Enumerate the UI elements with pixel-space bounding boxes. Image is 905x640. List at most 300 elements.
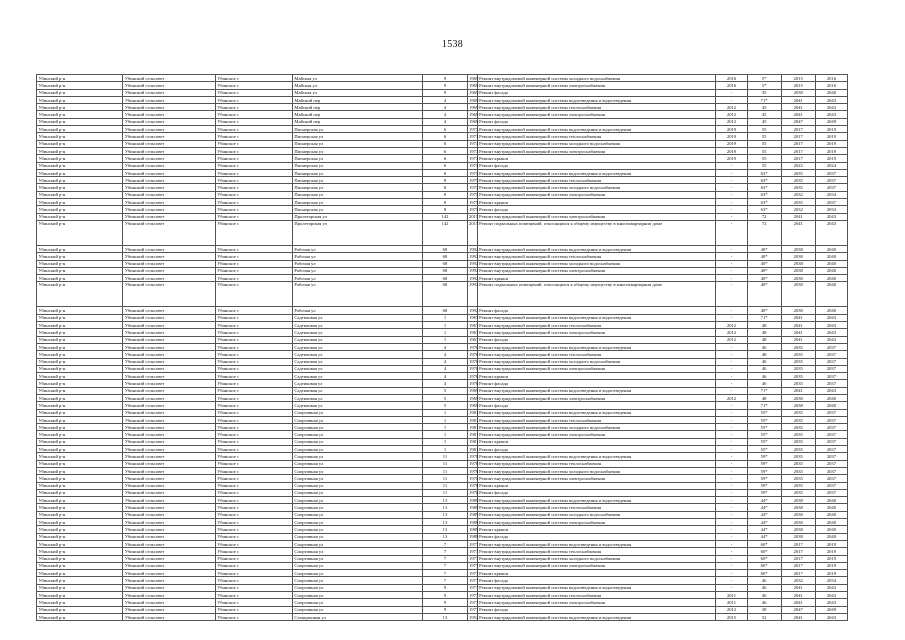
street-cell: Спортивная ул <box>292 504 422 511</box>
settlement-cell: Убинский сельсовет <box>123 562 215 569</box>
house-number-cell: 1 <box>423 446 467 453</box>
district-cell: Убинский р-н <box>37 497 123 504</box>
table-row <box>37 562 848 569</box>
district-cell: Убинский р-н <box>37 322 123 329</box>
street-cell: Садтиковая ул <box>292 387 422 394</box>
plan-end-cell: 2043 <box>815 220 847 245</box>
district-cell: Убинский р-н <box>37 365 123 372</box>
locality-cell: Убинское с <box>215 431 292 438</box>
plan-start-cell: 2041 <box>781 584 815 591</box>
locality-cell: Убинское с <box>215 358 292 365</box>
plan-start-cell: 2038 <box>781 89 815 96</box>
locality-cell: Убинское с <box>215 75 292 82</box>
work-type-cell: Ремонт внутридомовой инженерной системы холодного водоснабжения <box>477 75 716 82</box>
settlement-cell: Убинский сельсовет <box>123 199 215 206</box>
house-number-cell: 68 <box>423 307 467 314</box>
plan-start-cell: 2038 <box>781 245 815 252</box>
locality-cell: Убинское с <box>215 577 292 584</box>
house-number-cell: 142 <box>423 220 467 245</box>
locality-cell: Убинское с <box>215 177 292 184</box>
last-repair-year-cell: - <box>716 489 747 496</box>
table-row <box>37 592 848 599</box>
district-cell: Убинский р-н <box>37 570 123 577</box>
wear-percent-cell: 71* <box>747 314 781 321</box>
settlement-cell: Убинский сельсовет <box>123 511 215 518</box>
locality-cell: Убинское с <box>215 82 292 89</box>
wear-percent-cell: 46 <box>747 584 781 591</box>
settlement-cell: Убинский сельсовет <box>123 307 215 314</box>
locality-cell: Убинское с <box>215 570 292 577</box>
district-cell: Убинский р-н <box>37 387 123 394</box>
plan-end-cell: 2043 <box>815 104 847 111</box>
settlement-cell: Убинский сельсовет <box>123 606 215 613</box>
settlement-cell: Убинский сельсовет <box>123 380 215 387</box>
settlement-cell: Убинский сельсовет <box>123 140 215 147</box>
street-cell: Пионерская ул <box>292 147 422 154</box>
table-row <box>37 322 848 329</box>
street-cell: Садтиковая ул <box>292 402 422 409</box>
table-row <box>37 570 848 577</box>
district-cell: Убинский р-н <box>37 424 123 431</box>
work-type-cell: Ремонт крыши <box>477 199 716 206</box>
plan-start-cell: 2035 <box>781 343 815 350</box>
table-row <box>37 282 848 307</box>
street-cell: Пионерская ул <box>292 169 422 176</box>
locality-cell: Убинское с <box>215 613 292 620</box>
street-cell: Садтиковая ул <box>292 336 422 343</box>
locality-cell: Убинское с <box>215 199 292 206</box>
district-cell: Убинский р-н <box>37 260 123 267</box>
wear-percent-cell: 46 <box>747 592 781 599</box>
last-repair-year-cell: 2019 <box>716 133 747 140</box>
house-number-cell: 6 <box>423 155 467 162</box>
plan-end-cell: 2019 <box>815 540 847 547</box>
plan-start-cell: 2041 <box>781 104 815 111</box>
wear-percent-cell: 60* <box>747 555 781 562</box>
work-type-cell: Ремонт крыши <box>477 373 716 380</box>
build-year-cell: 1976 <box>469 366 479 372</box>
work-type-cell: Ремонт внутридомовой инженерной системы электроснабжения <box>477 82 716 89</box>
street-cell: Спортивная ул <box>292 460 422 467</box>
wear-percent-cell: 40* <box>747 267 781 274</box>
table-row <box>37 613 848 620</box>
district-cell: Убинский р-н <box>37 89 123 96</box>
build-year-cell: 1992 <box>469 308 479 314</box>
table-row <box>37 336 848 343</box>
build-year-cell: 1992 <box>469 246 479 252</box>
settlement-cell: Убинский сельсовет <box>123 373 215 380</box>
house-number-cell: 4 <box>423 358 467 365</box>
house-number-cell: 6 <box>423 147 467 154</box>
house-number-cell: 11 <box>423 453 467 460</box>
work-type-cell: Ремонт внутридомовой инженерной системы водоотведения и водоотведения <box>477 613 716 620</box>
locality-cell: Убинское с <box>215 606 292 613</box>
district-cell: Убинский р-н <box>37 118 123 125</box>
plan-start-cell: 2022 <box>781 162 815 169</box>
plan-start-cell: 2038 <box>781 260 815 267</box>
table-row <box>37 387 848 394</box>
house-number-cell: 1 <box>423 329 467 336</box>
last-repair-year-cell: - <box>716 467 747 474</box>
plan-end-cell: 2037 <box>815 373 847 380</box>
work-type-cell: Ремонт внутридомовой инженерной системы теплоснабжения <box>477 504 716 511</box>
locality-cell: Убинское с <box>215 380 292 387</box>
house-number-cell: 13 <box>423 504 467 511</box>
work-type-cell: Ремонт фасада <box>477 89 716 96</box>
locality-cell: Убинское с <box>215 253 292 260</box>
settlement-cell: Убинский сельсовет <box>123 206 215 213</box>
district-cell: Убинский р-н <box>37 155 123 162</box>
district-cell: Убинский р-н <box>37 177 123 184</box>
last-repair-year-cell: - <box>716 220 747 245</box>
locality-cell: Убинское с <box>215 365 292 372</box>
build-year-cell: 1973 <box>469 155 479 161</box>
work-type-cell: Ремонт фасада <box>477 402 716 409</box>
house-number-cell: 68 <box>423 253 467 260</box>
district-cell: Убинский р-н <box>37 467 123 474</box>
plan-end-cell: 2037 <box>815 438 847 445</box>
settlement-cell: Убинский сельсовет <box>123 213 215 220</box>
house-number-cell: 1 <box>423 322 467 329</box>
plan-end-cell: 2040 <box>815 519 847 526</box>
work-type-cell: Ремонт внутридомовой инженерной системы электроснабжения <box>477 431 716 438</box>
table-row <box>37 343 848 350</box>
plan-start-cell: 2032 <box>781 577 815 584</box>
plan-start-cell: 2015 <box>781 75 815 82</box>
plan-start-cell: 2017 <box>781 147 815 154</box>
district-cell: Убинский р-н <box>37 555 123 562</box>
work-type-cell: Ремонт внутридомовой инженерной системы водоотведения и водоотведения <box>477 540 716 547</box>
table-row <box>37 96 848 103</box>
table-row <box>37 540 848 547</box>
build-year-cell: 1989 <box>469 526 479 532</box>
plan-start-cell: 2035 <box>781 482 815 489</box>
plan-end-cell: 2019 <box>815 155 847 162</box>
locality-cell: Убинское с <box>215 191 292 198</box>
house-number-cell: 7 <box>423 555 467 562</box>
last-repair-year-cell: 2019 <box>716 126 747 133</box>
street-cell: Садтиковая ул <box>292 329 422 336</box>
last-repair-year-cell: - <box>716 570 747 577</box>
plan-start-cell: 2041 <box>781 599 815 606</box>
street-cell: Пионерская ул <box>292 162 422 169</box>
district-cell: Убинский р-н <box>37 482 123 489</box>
locality-cell: Убинское с <box>215 307 292 314</box>
wear-percent-cell: 72 <box>747 220 781 245</box>
work-type-cell: Ремонт фасада <box>477 533 716 540</box>
work-type-cell: Ремонт внутридомовой инженерной системы теплоснабжения <box>477 177 716 184</box>
last-repair-year-cell: 2015 <box>716 613 747 620</box>
settlement-cell: Убинский сельсовет <box>123 329 215 336</box>
work-type-cell: Ремонт внутридомовой инженерной системы водоотведения и водоотведения <box>477 584 716 591</box>
build-year-cell: 1973 <box>469 134 479 140</box>
street-cell: Садтиковая ул <box>292 322 422 329</box>
district-cell: Убинский р-н <box>37 96 123 103</box>
work-type-cell: Ремонт внутридомовой инженерной системы электроснабжения <box>477 394 716 401</box>
district-cell: Убинский р-н <box>37 416 123 423</box>
settlement-cell: Убинский сельсовет <box>123 267 215 274</box>
build-year-cell: 1989 <box>469 505 479 511</box>
plan-end-cell: 2043 <box>815 336 847 343</box>
wear-percent-cell: 46 <box>747 373 781 380</box>
settlement-cell: Убинский сельсовет <box>123 409 215 416</box>
plan-start-cell: 2035 <box>781 438 815 445</box>
plan-end-cell: 2043 <box>815 314 847 321</box>
locality-cell: Убинское с <box>215 260 292 267</box>
district-cell: Убинский р-н <box>37 343 123 350</box>
table-row <box>37 213 848 220</box>
last-repair-year-cell: 2012 <box>716 394 747 401</box>
house-number-cell: 7 <box>423 577 467 584</box>
street-cell: Майский пер <box>292 111 422 118</box>
street-cell: Станционная ул <box>292 613 422 620</box>
build-year-cell: 1981 <box>469 446 479 452</box>
work-type-cell: Ремонт внутридомовой инженерной системы электроснабжения <box>477 599 716 606</box>
work-type-cell: Ремонт крыши <box>477 526 716 533</box>
plan-end-cell: 2037 <box>815 351 847 358</box>
house-number-cell: 9 <box>423 89 467 96</box>
district-cell: Убинский р-н <box>37 592 123 599</box>
settlement-cell: Убинский сельсовет <box>123 497 215 504</box>
work-type-cell: Ремонт внутридомовой инженерной системы теплоснабжения <box>477 592 716 599</box>
district-cell: Убинский р-н <box>37 199 123 206</box>
wear-percent-cell: 35 <box>747 89 781 96</box>
plan-start-cell: 2035 <box>781 453 815 460</box>
work-type-cell: Ремонт внутридомовой инженерной системы электроснабжения <box>477 267 716 274</box>
settlement-cell: Убинский сельсовет <box>123 592 215 599</box>
plan-end-cell: 2040 <box>815 307 847 314</box>
settlement-cell: Убинский сельсовет <box>123 424 215 431</box>
house-number-cell: 5 <box>423 387 467 394</box>
wear-percent-cell: 48 <box>747 394 781 401</box>
locality-cell: Убинское с <box>215 373 292 380</box>
district-cell: Убинский р-н <box>37 336 123 343</box>
locality-cell: Убинское с <box>215 540 292 547</box>
wear-percent-cell: 46 <box>747 343 781 350</box>
build-year-cell: 1977 <box>469 541 479 547</box>
build-year-cell: 1969 <box>469 119 479 125</box>
settlement-cell: Убинский сельсовет <box>123 118 215 125</box>
settlement-cell: Убинский сельсовет <box>123 402 215 409</box>
district-cell: Убинский р-н <box>37 526 123 533</box>
plan-start-cell: 2041 <box>781 213 815 220</box>
work-type-cell: Ремонт внутридомовой инженерной системы электроснабжения <box>477 365 716 372</box>
house-number-cell: 68 <box>423 260 467 267</box>
last-repair-year-cell: - <box>716 282 747 307</box>
plan-start-cell: 2041 <box>781 592 815 599</box>
last-repair-year-cell: - <box>716 438 747 445</box>
plan-end-cell: 2037 <box>815 169 847 176</box>
table-row <box>37 482 848 489</box>
plan-end-cell: 2040 <box>815 245 847 252</box>
wear-percent-cell: 63* <box>747 184 781 191</box>
work-type-cell: Ремонт внутридомовой инженерной системы электроснабжения <box>477 147 716 154</box>
plan-end-cell: 2019 <box>815 147 847 154</box>
last-repair-year-cell: - <box>716 460 747 467</box>
table-row <box>37 111 848 118</box>
page-number: 1538 <box>441 39 464 50</box>
wear-percent-cell: 71* <box>747 96 781 103</box>
house-number-cell: 6 <box>423 140 467 147</box>
locality-cell: Убинское с <box>215 409 292 416</box>
table-row <box>37 497 848 504</box>
district-cell: Убинский р-н <box>37 460 123 467</box>
plan-end-cell: 2019 <box>815 126 847 133</box>
settlement-cell: Убинский сельсовет <box>123 314 215 321</box>
plan-start-cell: 2035 <box>781 489 815 496</box>
house-number-cell: 13 <box>423 519 467 526</box>
wear-percent-cell: 55 <box>747 126 781 133</box>
wear-percent-cell: 59* <box>747 489 781 496</box>
settlement-cell: Убинский сельсовет <box>123 126 215 133</box>
street-cell: Спортивная ул <box>292 519 422 526</box>
wear-percent-cell: 40* <box>747 253 781 260</box>
district-cell: Убинский р-н <box>37 267 123 274</box>
last-repair-year-cell: - <box>716 431 747 438</box>
table-row <box>37 206 848 213</box>
settlement-cell: Убинский сельсовет <box>123 133 215 140</box>
settlement-cell: Убинский сельсовет <box>123 438 215 445</box>
last-repair-year-cell: 2012 <box>716 336 747 343</box>
street-cell: Спортивная ул <box>292 511 422 518</box>
locality-cell: Убинское с <box>215 533 292 540</box>
plan-end-cell: 2037 <box>815 424 847 431</box>
last-repair-year-cell: - <box>716 96 747 103</box>
settlement-cell: Убинский сельсовет <box>123 282 215 307</box>
wear-percent-cell: 40* <box>747 245 781 252</box>
wear-percent-cell: 60* <box>747 562 781 569</box>
table-row <box>37 351 848 358</box>
last-repair-year-cell: 2012 <box>716 104 747 111</box>
street-cell: Спортивная ул <box>292 533 422 540</box>
settlement-cell: Убинский сельсовет <box>123 162 215 169</box>
wear-percent-cell: 55* <box>747 446 781 453</box>
settlement-cell: Убинский сельсовет <box>123 482 215 489</box>
wear-percent-cell: 45 <box>747 111 781 118</box>
house-number-cell: 9 <box>423 82 467 89</box>
locality-cell: Убинское с <box>215 497 292 504</box>
house-number-cell: 4 <box>423 365 467 372</box>
last-repair-year-cell: 2012 <box>716 322 747 329</box>
build-year-cell: 1978 <box>469 490 479 496</box>
plan-start-cell: 2038 <box>781 253 815 260</box>
district-cell: Убинский р-н <box>37 504 123 511</box>
build-year-cell: 1967 <box>469 315 479 321</box>
work-type-cell: Ремонт внутридомовой инженерной системы теплоснабжения <box>477 351 716 358</box>
plan-end-cell: 2037 <box>815 467 847 474</box>
last-repair-year-cell: - <box>716 526 747 533</box>
work-type-cell: Ремонт внутридомовой инженерной системы теплоснабжения <box>477 322 716 329</box>
house-number-cell: 9 <box>423 592 467 599</box>
table-row <box>37 314 848 321</box>
house-number-cell: 7 <box>423 562 467 569</box>
work-type-cell: Ремонт крыши <box>477 570 716 577</box>
house-number-cell: 4 <box>423 351 467 358</box>
plan-end-cell: 2019 <box>815 555 847 562</box>
plan-start-cell: 2038 <box>781 511 815 518</box>
wear-percent-cell: 55 <box>747 155 781 162</box>
wear-percent-cell: 38 <box>747 606 781 613</box>
locality-cell: Убинское с <box>215 275 292 282</box>
build-year-cell: 1975 <box>469 199 479 205</box>
plan-end-cell: 2034 <box>815 577 847 584</box>
street-cell: Садтиковая ул <box>292 314 422 321</box>
plan-start-cell: 2035 <box>781 409 815 416</box>
table-row <box>37 402 848 409</box>
house-number-cell: 11 <box>423 467 467 474</box>
settlement-cell: Убинский сельсовет <box>123 343 215 350</box>
district-cell: Убинский р-н <box>37 133 123 140</box>
plan-end-cell: 2040 <box>815 89 847 96</box>
table-row <box>37 169 848 176</box>
last-repair-year-cell: - <box>716 373 747 380</box>
table-row <box>37 184 848 191</box>
table-row <box>37 504 848 511</box>
district-cell: Убинский р-н <box>37 220 123 245</box>
register-body <box>37 75 848 621</box>
plan-start-cell: 2017 <box>781 140 815 147</box>
plan-start-cell: 2017 <box>781 570 815 577</box>
last-repair-year-cell: - <box>716 555 747 562</box>
wear-percent-cell: 55 <box>747 162 781 169</box>
table-row <box>37 431 848 438</box>
plan-start-cell: 2041 <box>781 329 815 336</box>
last-repair-year-cell: - <box>716 584 747 591</box>
plan-start-cell: 2035 <box>781 424 815 431</box>
plan-end-cell: 2037 <box>815 482 847 489</box>
plan-end-cell: 2037 <box>815 475 847 482</box>
build-year-cell: 1969 <box>469 82 479 88</box>
last-repair-year-cell: 2019 <box>716 147 747 154</box>
table-row <box>37 177 848 184</box>
last-repair-year-cell: - <box>716 562 747 569</box>
wear-percent-cell: 55* <box>747 416 781 423</box>
plan-end-cell: 2043 <box>815 584 847 591</box>
house-number-cell: 11 <box>423 489 467 496</box>
district-cell: Убинский р-н <box>37 613 123 620</box>
street-cell: Пионерская ул <box>292 126 422 133</box>
locality-cell: Убинское с <box>215 213 292 220</box>
build-year-cell: 1967 <box>469 329 479 335</box>
last-repair-year-cell: - <box>716 275 747 282</box>
house-number-cell: 4 <box>423 111 467 118</box>
plan-start-cell: 2017 <box>781 155 815 162</box>
house-number-cell: 13 <box>423 533 467 540</box>
locality-cell: Убинское с <box>215 126 292 133</box>
build-year-cell: 1975 <box>469 177 479 183</box>
house-number-cell: 68 <box>423 282 467 307</box>
plan-end-cell: 2037 <box>815 409 847 416</box>
plan-start-cell: 2035 <box>781 467 815 474</box>
street-cell: Спортивная ул <box>292 562 422 569</box>
plan-end-cell: 2037 <box>815 489 847 496</box>
work-type-cell: Ремонт внутридомовой инженерной системы водоотведения и водоотведения <box>477 387 716 394</box>
house-number-cell: 6 <box>423 133 467 140</box>
last-repair-year-cell: 2012 <box>716 118 747 125</box>
house-number-cell: 11 <box>423 460 467 467</box>
table-row <box>37 467 848 474</box>
district-cell: Убинский р-н <box>37 409 123 416</box>
district-cell: Убинский р-н <box>37 431 123 438</box>
street-cell: Спортивная ул <box>292 592 422 599</box>
plan-end-cell: 2040 <box>815 394 847 401</box>
build-year-cell: 1969 <box>469 104 479 110</box>
house-number-cell: 8 <box>423 199 467 206</box>
table-row <box>37 373 848 380</box>
plan-end-cell: 2037 <box>815 358 847 365</box>
plan-end-cell: 2019 <box>815 140 847 147</box>
last-repair-year-cell: - <box>716 89 747 96</box>
